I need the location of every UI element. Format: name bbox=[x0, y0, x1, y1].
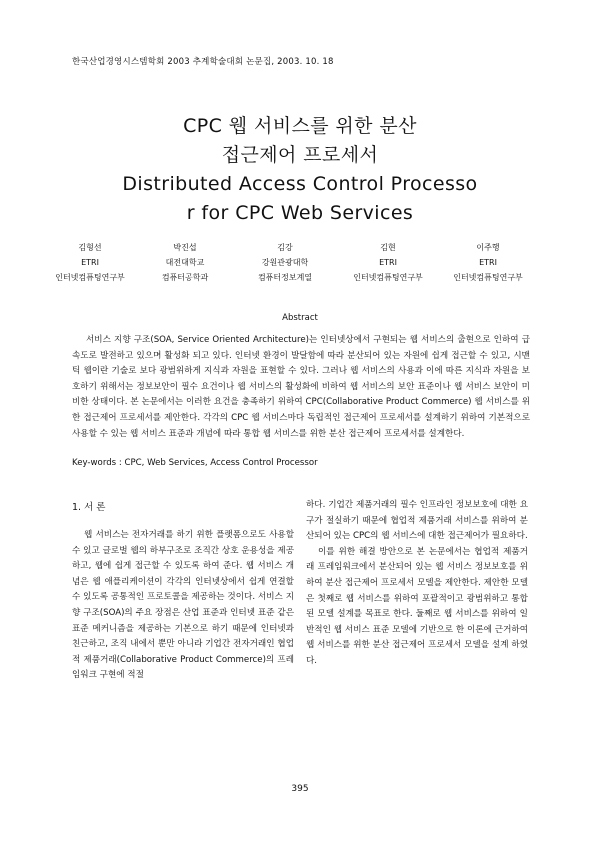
abstract-heading: Abstract bbox=[282, 313, 318, 323]
left-column bbox=[72, 528, 294, 684]
intro-paragraph-continued: 하다. 기업간 제품거래의 필수 인프라인 정보보호에 대한 요구가 절실하기 때문에 협업적 제품거래 서비스를 위하여 분산되어 있는 CPC의 웹 서비스에 대한 접근제어가 필요하다. bbox=[306, 500, 528, 542]
author-5 bbox=[438, 240, 538, 285]
author-affiliation: 대전대학교 bbox=[165, 258, 205, 267]
author-affiliation: ETRI bbox=[479, 258, 497, 267]
author-department: 인터넷컴퓨팅연구부 bbox=[453, 273, 523, 282]
author-department: 인터넷컴퓨팅연구부 bbox=[353, 273, 423, 282]
abstract-body bbox=[72, 333, 530, 442]
running-header: 한국산업경영시스템학회 2003 추계학술대회 논문집, 2003. 10. 18 bbox=[72, 57, 334, 67]
section-heading-introduction: 1. 서 론 bbox=[72, 502, 106, 513]
author-affiliation: 강원관광대학 bbox=[261, 258, 309, 267]
author-department: 컴퓨터정보계열 bbox=[257, 273, 313, 282]
author-affiliation: ETRI bbox=[81, 258, 99, 267]
title-line-4: r for CPC Web Services bbox=[186, 202, 414, 224]
title-line-2: 접근제어 프로세서 bbox=[221, 144, 379, 166]
author-name: 김형선 bbox=[78, 243, 102, 252]
author-name: 김강 bbox=[277, 243, 293, 252]
author-name: 김현 bbox=[380, 243, 396, 252]
author-name: 이주행 bbox=[476, 243, 500, 252]
page-number: 395 bbox=[291, 784, 309, 794]
keywords: Key-words : CPC, Web Services, Access Control Processor bbox=[72, 458, 318, 468]
author-department: 인터넷컴퓨팅연구부 bbox=[55, 273, 125, 282]
author-name: 박진섭 bbox=[173, 243, 197, 252]
title-line-1: CPC 웹 서비스를 위한 분산 bbox=[183, 115, 417, 137]
author-2 bbox=[135, 240, 235, 285]
intro-paragraph-2: 이를 위한 해결 방안으로 본 논문에서는 협업적 제품거래 프레임워크에서 분산되어 있는 웹 서비스 정보보호를 위하여 분산 접근제어 프로세서 모델을 제안한다. 제안한 모델은 첫째로 웹 서비스를 위하여 포괄적이고 광범위하고 통합된 모델 설계를 목표로 한다. 둘째로 웹 서비스를 위하여 일반적인 웹 서비스 표준 모델에 기반으로 한 이론에 근거하여 웹 서비스를 위한 분산 접근제어 프로세서 모델을 설계 하였다. bbox=[306, 546, 528, 666]
author-4 bbox=[338, 240, 438, 285]
author-affiliation: ETRI bbox=[379, 258, 397, 267]
title-line-3: Distributed Access Control Processo bbox=[122, 173, 478, 195]
author-1 bbox=[40, 240, 140, 285]
author-3 bbox=[235, 240, 335, 285]
right-column bbox=[306, 498, 528, 670]
paper-title bbox=[60, 112, 540, 228]
abstract-paragraph: 서비스 지향 구조(SOA, Service Oriented Architecture)는 인터넷상에서 구현되는 웹 서비스의 출현으로 인하여 급속도로 발전하고 있으며 활성화 되고 있다. 인터넷 환경이 발달함에 따라 분산되어 있는 자원에 쉽게 접근할 수 있고, 시맨틱 웹이란 기술로 보다 광범위하게 지식과 자원을 표현할 수 있다. 그러나 웹 서비스의 사용과 이에 따른 지식과 자원을 보호하기 위해서는 정보보안이 필수 요건이나 웹 서비스의 활성화에 비하여 웹 서비스의 보안 표준이나 웹 서비스 보안이 미비한 상태이다. 본 논문에서는 이러한 요건을 충족하기 위하여 CPC(Collaborative Product Commerce) 웹 서비스를 위한 접근제어 프로세서를 제안한다. 각각의 CPC 웹 서비스마다 독립적인 접근제어 프로세서를 설계하기 위하여 기본적으로 사용할 수 있는 웹 서비스 표준과 개념에 따라 통합 웹 서비스를 위한 분산 접근제어 프로세서를 설계한다. bbox=[72, 335, 530, 439]
intro-paragraph-1: 웹 서비스는 전자거래를 하기 위한 플랫폼으로도 사용할 수 있고 글로벌 웹의 하부구조로 조직간 상호 운용성을 제공하고, 웹에 쉽게 접근할 수 있도록 하여 준다. 웹 서비스 개념은 웹 애플리케이션이 각각의 인터넷상에서 쉽게 연결할 수 있도록 공통적인 프로토콜을 제공하는 것이다. 서비스 지향 구조(SOA)의 주요 장점은 산업 표준과 인터넷 표준 같은 표준 메커니즘을 제공하는 기본으로 하기 때문에 인터넷과 친근하고, 조직 내에서 뿐만 아니라 기업간 전자거래인 협업적 제품거래(Collaborative Product Commerce)의 프레임워크 구현에 적절 bbox=[72, 530, 294, 681]
author-department: 컴퓨터공학과 bbox=[161, 273, 209, 282]
